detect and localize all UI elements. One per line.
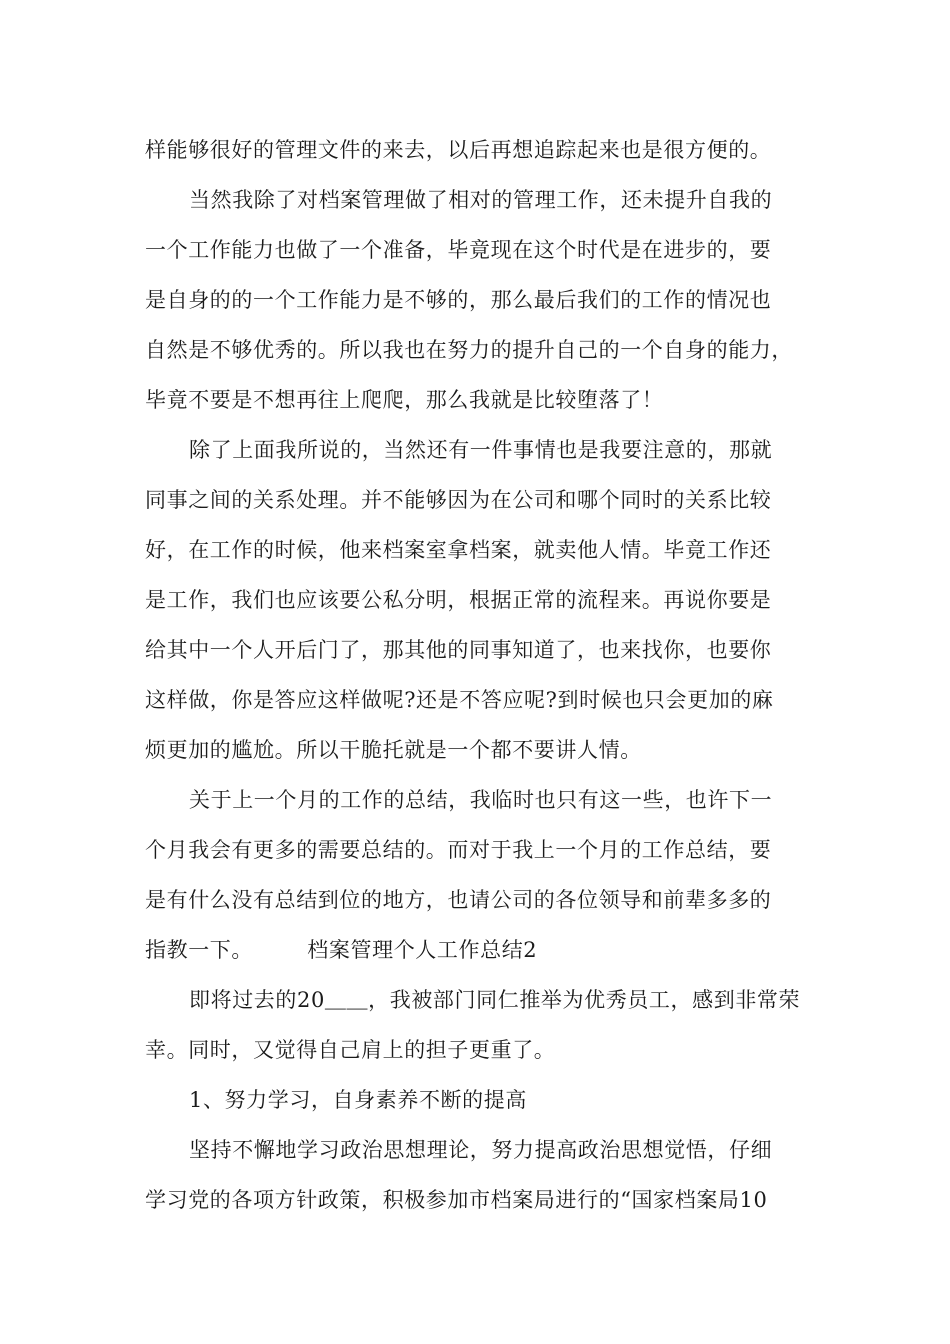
text-line: 这样做，你是答应这样做呢?还是不答应呢?到时候也只会更加的麻	[145, 688, 774, 712]
paragraph-start-line: 关于上一个月的工作的总结，我临时也只有这一些，也许下一	[189, 788, 773, 812]
text-line: 个月我会有更多的需要总结的。而对于我上一个月的工作总结，要	[145, 838, 772, 862]
text-line-with-section-title: 指教一下。 档案管理个人工作总结2	[145, 938, 538, 962]
text-line: 样能够很好的管理文件的来去，以后再想追踪起来也是很方便的。	[145, 138, 772, 162]
paragraph-start-line: 除了上面我所说的，当然还有一件事情也是我要注意的，那就	[189, 438, 773, 462]
text-line: 一个工作能力也做了一个准备，毕竟现在这个时代是在进步的，要	[145, 238, 772, 262]
text-line: 自然是不够优秀的。所以我也在努力的提升自己的一个自身的能力，	[145, 338, 793, 362]
text-line: 是有什么没有总结到位的地方，也请公司的各位领导和前辈多多的	[145, 888, 772, 912]
text-line: 幸。同时，又觉得自己肩上的担子更重了。	[145, 1038, 556, 1062]
text-line: 是工作，我们也应该要公私分明，根据正常的流程来。再说你要是	[145, 588, 772, 612]
paragraph-start-line: 当然我除了对档案管理做了相对的管理工作，还未提升自我的	[189, 188, 773, 212]
paragraph-start-line: 即将过去的20＿＿，我被部门同仁推举为优秀员工，感到非常荣	[189, 988, 801, 1012]
text-line: 给其中一个人开后门了，那其他的同事知道了，也来找你，也要你	[145, 638, 772, 662]
text-line: 好，在工作的时候，他来档案室拿档案，就卖他人情。毕竟工作还	[145, 538, 772, 562]
paragraph-start-line: 坚持不懈地学习政治思想理论，努力提高政治思想觉悟，仔细	[189, 1138, 773, 1162]
text-line: 是自身的的一个工作能力是不够的，那么最后我们的工作的情况也	[145, 288, 772, 312]
text-line: 烦更加的尴尬。所以干脆托就是一个都不要讲人情。	[145, 738, 642, 762]
text-line: 学习党的各项方针政策，积极参加市档案局进行的“国家档案局10	[145, 1188, 768, 1212]
text-line: 毕竟不要是不想再往上爬爬，那么我就是比较堕落了！	[145, 388, 664, 412]
section-heading: 1、努力学习，自身素养不断的提高	[189, 1088, 527, 1112]
text-line: 同事之间的关系处理。并不能够因为在公司和哪个同时的关系比较	[145, 488, 772, 512]
